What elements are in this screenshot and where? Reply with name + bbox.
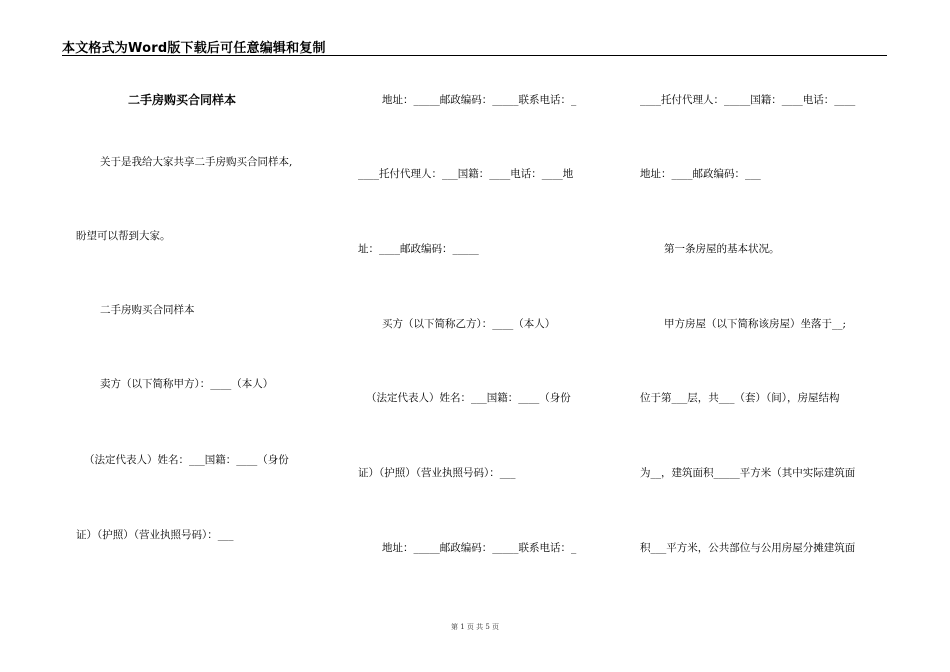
text-line: 位于第___层，共___（套）（间），房屋结构 [640, 392, 840, 404]
text-line: 二手房购买合同样本 [100, 304, 195, 316]
text-line: 地址：_____邮政编码：_____联系电话：_ [382, 94, 577, 106]
text-line: ____托付代理人：___国籍：____电话：____地 [358, 168, 574, 180]
text-line: 积___平方米，公共部位与公用房屋分摊建筑面 [640, 542, 856, 554]
text-line: （法定代表人）姓名：___国籍：____（身份 [366, 392, 571, 404]
text-line: 卖方（以下简称甲方）：____（本人） [100, 378, 274, 390]
text-line: 为__，建筑面积_____平方米（其中实际建筑面 [640, 467, 856, 479]
text-line: （法定代表人）姓名：___国籍：____（身份 [84, 454, 289, 466]
section-heading: 第一条房屋的基本状况。 [664, 243, 780, 255]
text-line: 盼望可以帮到大家。 [76, 230, 171, 242]
document-title: 二手房购买合同样本 [128, 93, 237, 107]
text-line: ____托付代理人：_____国籍：____电话：____ [640, 94, 856, 106]
text-line: 买方（以下简称乙方）：____（本人） [382, 318, 556, 330]
text-line: 证）（护照）（营业执照号码）：___ [358, 467, 516, 479]
text-line: 甲方房屋（以下简称该房屋）坐落于__; [664, 318, 847, 330]
header-divider [62, 55, 887, 56]
document-header: 本文格式为Word版下载后可任意编辑和复制 [62, 41, 326, 56]
text-line: 关于是我给大家共享二手房购买合同样本, [100, 156, 293, 168]
text-line: 地址：____邮政编码：___ [640, 168, 761, 180]
text-line: 址：____邮政编码：_____ [358, 243, 479, 255]
text-line: 证）（护照）（营业执照号码）：___ [76, 529, 234, 541]
text-line: 地址：_____邮政编码：_____联系电话：_ [382, 542, 577, 554]
page-number: 第 1 页 共 5 页 [450, 623, 500, 631]
